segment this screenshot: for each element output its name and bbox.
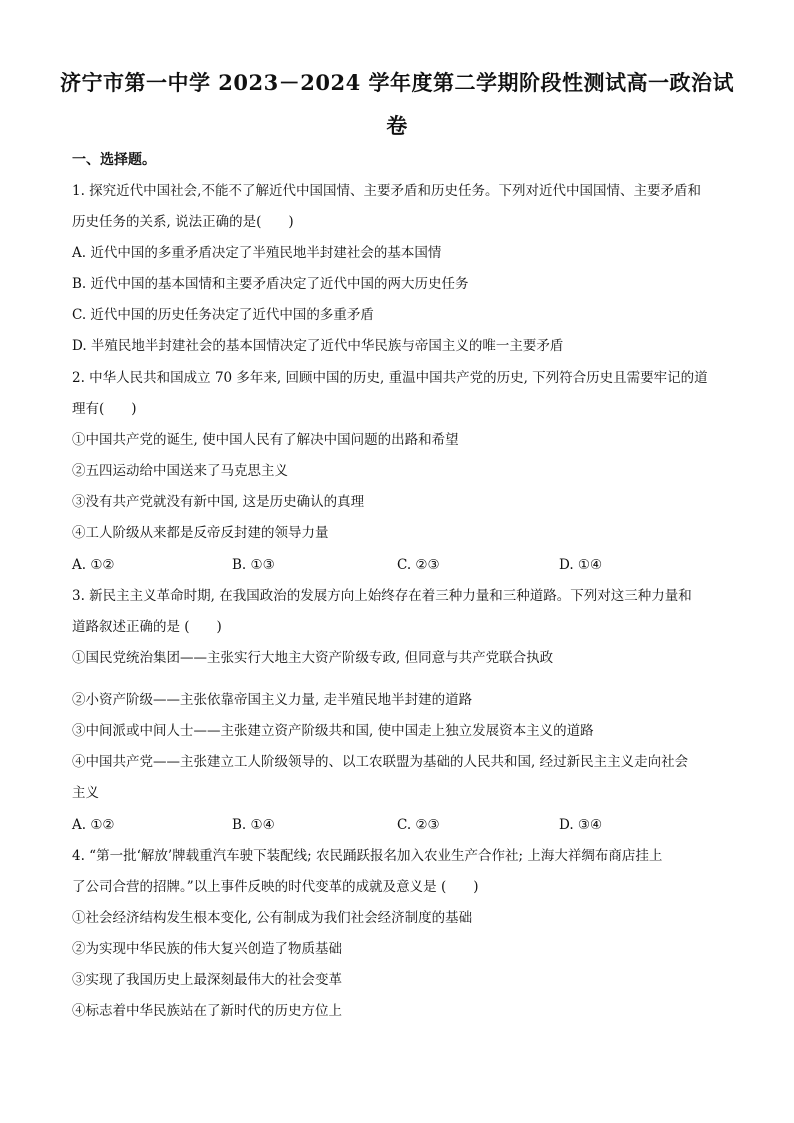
q1-option-d: D. 半殖民地半封建社会的基本国情决定了近代中华民族与帝国主义的唯一主要矛盾 — [72, 338, 564, 354]
q2-statement-4: ④工人阶级从来都是反帝反封建的领导力量 — [72, 525, 329, 541]
q3-statement-4-line-2: 主义 — [72, 785, 99, 801]
q1-option-a: A. 近代中国的多重矛盾决定了半殖民地半封建社会的基本国情 — [72, 245, 442, 261]
q2-statement-1: ①中国共产党的诞生, 使中国人民有了解决中国问题的出路和希望 — [72, 432, 459, 448]
q2-option-a: A. ①② — [72, 557, 115, 573]
q3-statement-2: ②小资产阶级——主张依靠帝国主义力量, 走半殖民地半封建的道路 — [72, 692, 473, 708]
q4-stem-line-2: 了公司合营的招牌。”以上事件反映的时代变革的成就及意义是 ( ) — [72, 879, 479, 895]
q3-statement-4-line-1: ④中国共产党——主张建立工人阶级领导的、以工农联盟为基础的人民共和国, 经过新民主主义走向社会 — [72, 754, 689, 770]
q3-option-a: A. ①② — [72, 817, 115, 833]
q2-option-b: B. ①③ — [232, 557, 275, 573]
q2-statement-2: ②五四运动给中国送来了马克思主义 — [72, 463, 288, 479]
exam-title-line-1: 济宁市第一中学 2023－2024 学年度第二学期阶段性测试高一政治试 — [60, 70, 735, 95]
q2-stem-line-2: 理有( ) — [72, 401, 137, 417]
q1-stem-line-1: 1. 探究近代中国社会,不能不了解近代中国国情、主要矛盾和历史任务。下列对近代中国国情、主要矛盾和 — [72, 183, 701, 199]
q2-statement-3: ③没有共产党就没有新中国, 这是历史确认的真理 — [72, 494, 365, 510]
q3-option-b: B. ①④ — [232, 817, 275, 833]
q4-statement-4: ④标志着中华民族站在了新时代的历史方位上 — [72, 1003, 342, 1019]
q4-statement-1: ①社会经济结构发生根本变化, 公有制成为我们社会经济制度的基础 — [72, 910, 473, 926]
q3-stem-line-1: 3. 新民主主义革命时期, 在我国政治的发展方向上始终存在着三种力量和三种道路。下列对这三种力量和 — [72, 588, 692, 604]
q1-option-c: C. 近代中国的历史任务决定了近代中国的多重矛盾 — [72, 307, 374, 323]
q2-option-d: D. ①④ — [559, 557, 603, 573]
q4-statement-2: ②为实现中华民族的伟大复兴创造了物质基础 — [72, 941, 342, 957]
q2-stem-line-1: 2. 中华人民共和国成立 70 多年来, 回顾中国的历史, 重温中国共产党的历史, 下列符合历史且需要牢记的道 — [72, 370, 708, 386]
exam-title-line-2: 卷 — [386, 113, 408, 138]
q1-stem-line-2: 历史任务的关系, 说法正确的是( ) — [72, 214, 294, 230]
q1-option-b: B. 近代中国的基本国情和主要矛盾决定了近代中国的两大历史任务 — [72, 276, 469, 292]
q2-option-c: C. ②③ — [397, 557, 440, 573]
q3-stem-line-2: 道路叙述正确的是 ( ) — [72, 619, 222, 635]
section-heading: 一、选择题。 — [72, 152, 156, 168]
q3-statement-3: ③中间派或中间人士——主张建立资产阶级共和国, 使中国走上独立发展资本主义的道路 — [72, 723, 594, 739]
q4-stem-line-1: 4. “第一批‘解放’牌载重汽车驶下装配线; 农民踊跃报名加入农业生产合作社; 上海大祥绸布商店挂上 — [72, 848, 663, 864]
q3-option-d: D. ③④ — [559, 817, 603, 833]
q3-statement-1: ①国民党统治集团——主张实行大地主大资产阶级专政, 但同意与共产党联合执政 — [72, 650, 554, 666]
q3-option-c: C. ②③ — [397, 817, 440, 833]
q4-statement-3: ③实现了我国历史上最深刻最伟大的社会变革 — [72, 972, 342, 988]
